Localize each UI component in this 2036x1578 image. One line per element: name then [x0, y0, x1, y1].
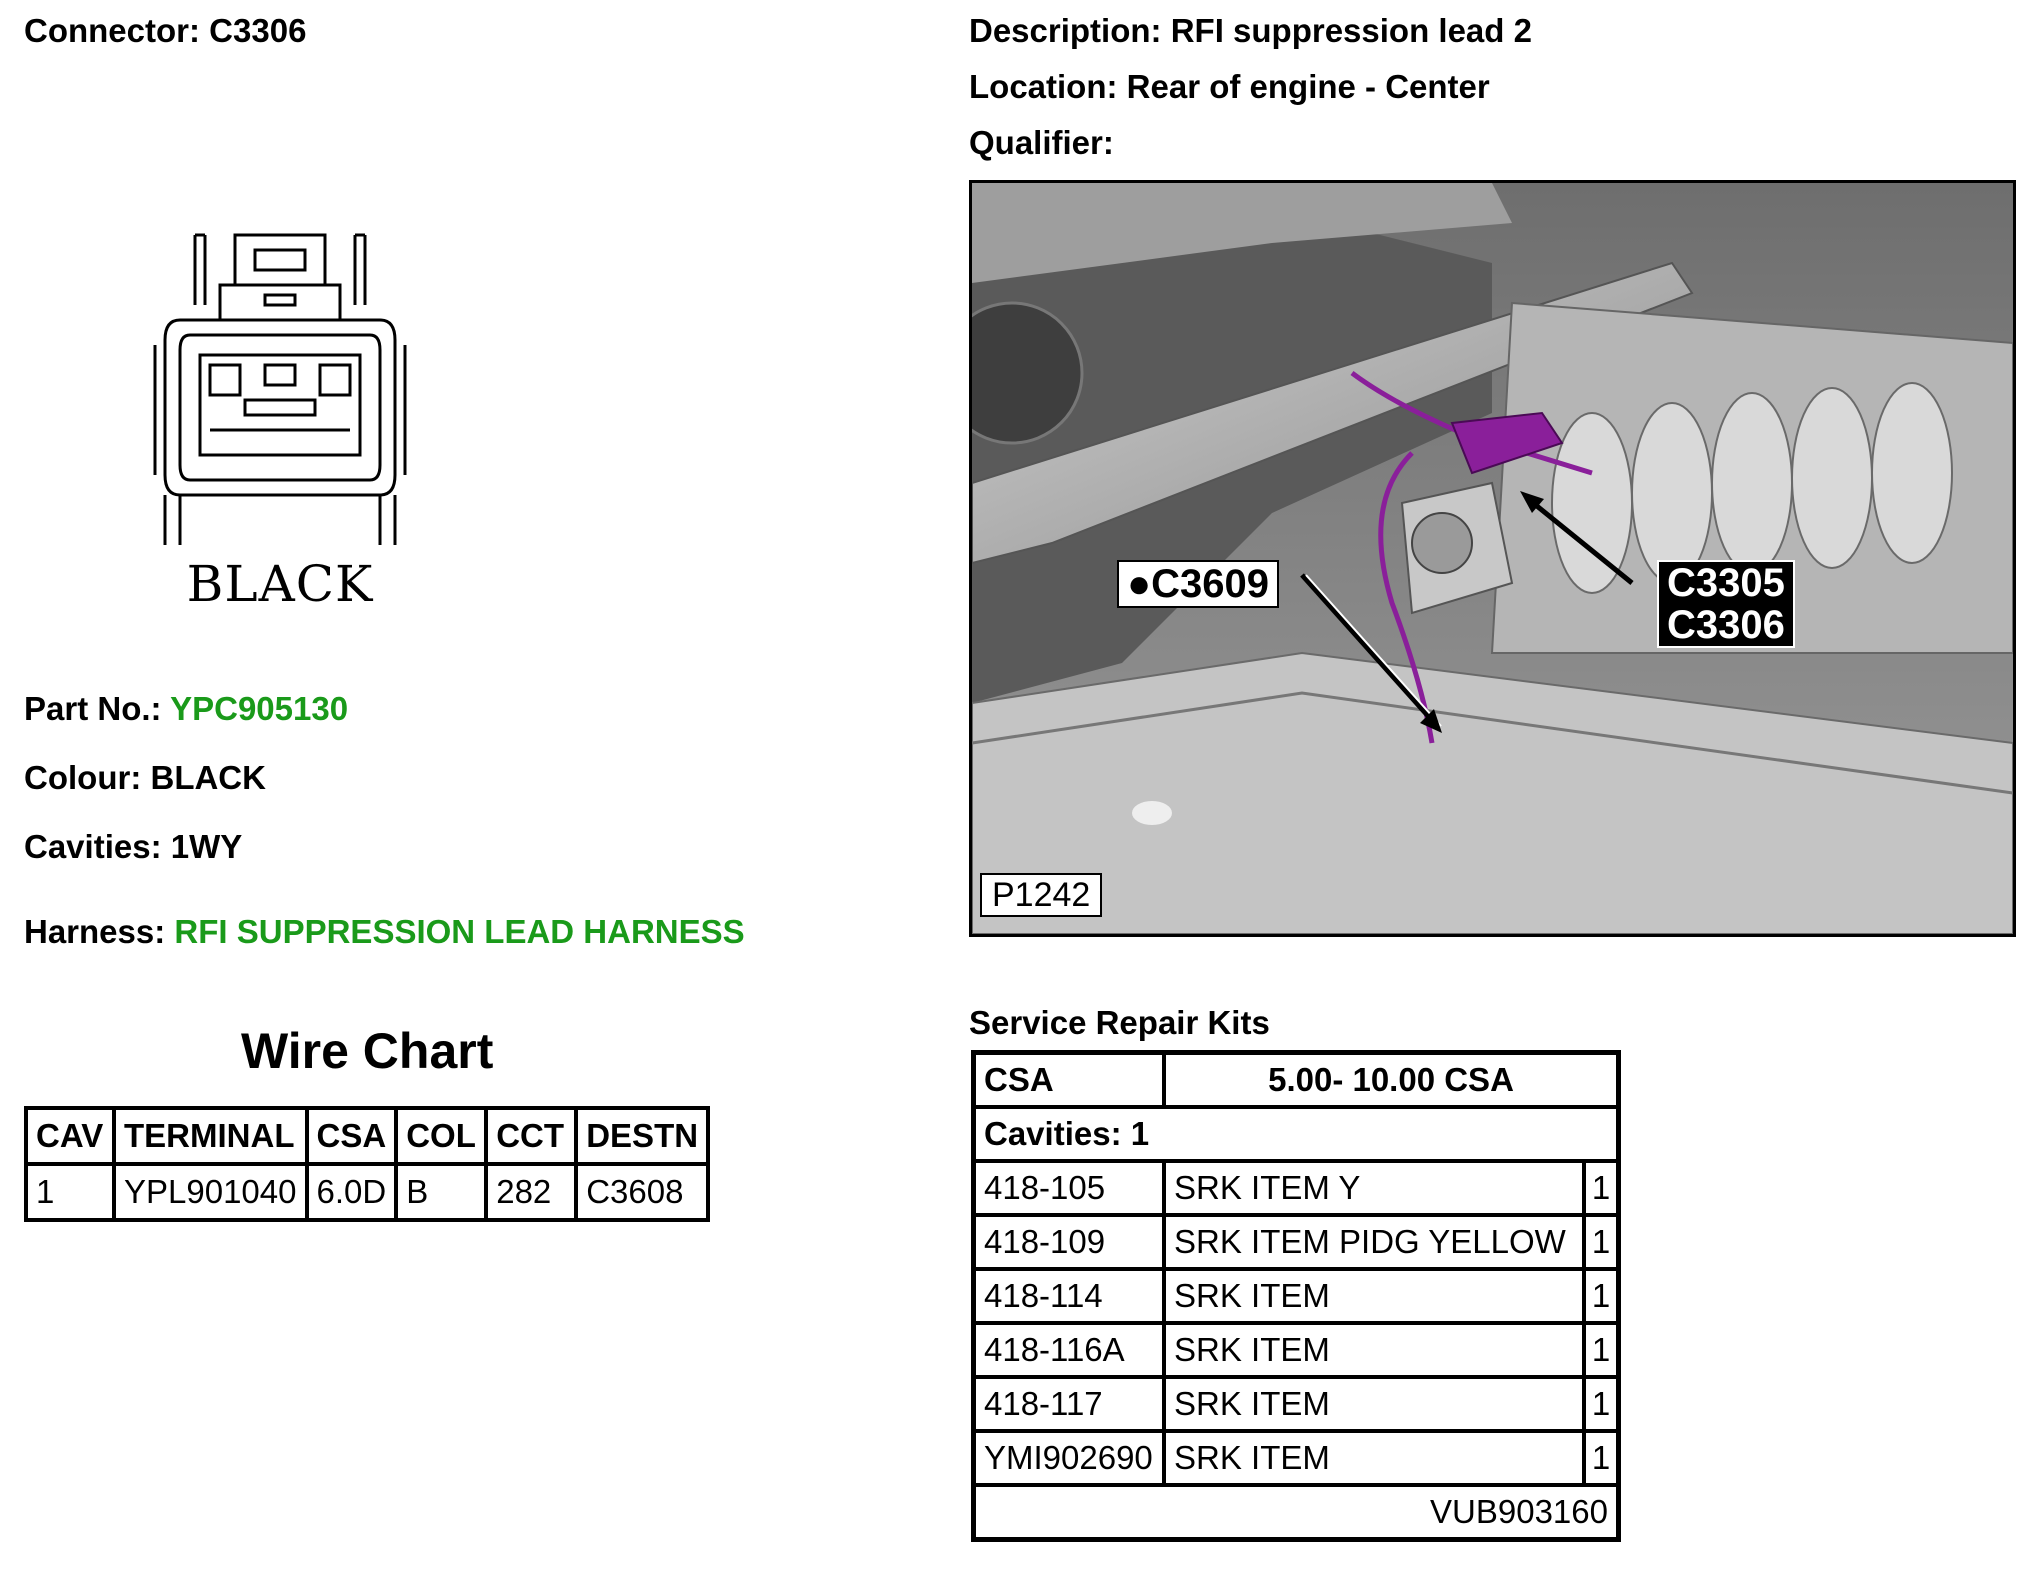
- wire-chart-table: [24, 1106, 710, 1222]
- kits-csa-row: [974, 1053, 1619, 1108]
- kit-description: SRK ITEM: [1164, 1377, 1584, 1431]
- table-row: [974, 1431, 1619, 1485]
- filled-circle-icon: ●: [1127, 562, 1152, 606]
- harness-label: Harness:: [24, 913, 166, 950]
- engine-bay-drawing: [972, 183, 2013, 934]
- table-row: [26, 1164, 708, 1220]
- kit-part-number[interactable]: 418-105: [974, 1161, 1165, 1215]
- col-header-csa: CSA: [307, 1108, 397, 1164]
- kit-description: SRK ITEM: [1164, 1269, 1584, 1323]
- connector-colour-caption: BLACK: [186, 555, 374, 613]
- kit-quantity: 1: [1584, 1215, 1619, 1269]
- callout-c3609-label: C3609: [1151, 562, 1270, 606]
- location-line: [969, 68, 1490, 106]
- part-no-line: [24, 690, 348, 728]
- callout-c3305-c3306: [1657, 560, 1795, 648]
- figure-id-tag: P1242: [980, 873, 1102, 917]
- qualifier-label: Qualifier:: [969, 124, 1114, 161]
- kit-quantity: 1: [1584, 1269, 1619, 1323]
- kit-part-number[interactable]: 418-116A: [974, 1323, 1165, 1377]
- cavities-count: Cavities: 1: [974, 1107, 1619, 1161]
- location-value: Rear of engine - Center: [1126, 68, 1490, 105]
- cell-csa: 6.0D: [307, 1164, 397, 1220]
- harness-line: [24, 913, 745, 951]
- qualifier-line: [969, 124, 1114, 162]
- part-no-value[interactable]: YPC905130: [170, 690, 349, 727]
- description-line: [969, 12, 1532, 50]
- col-header-destn: DESTN: [576, 1108, 708, 1164]
- table-row: [974, 1215, 1619, 1269]
- cavities-value: 1WY: [170, 828, 243, 865]
- cavities-line: [24, 828, 242, 866]
- col-header-cct: CCT: [486, 1108, 576, 1164]
- callout-c3609: [1117, 560, 1279, 608]
- col-header-col: COL: [396, 1108, 486, 1164]
- connector-value: C3306: [209, 12, 307, 49]
- kit-part-number[interactable]: 418-109: [974, 1215, 1165, 1269]
- location-label: Location:: [969, 68, 1118, 105]
- kits-footer-row: [974, 1485, 1619, 1540]
- kit-description: SRK ITEM: [1164, 1431, 1584, 1485]
- kit-description: SRK ITEM: [1164, 1323, 1584, 1377]
- kit-description: SRK ITEM Y: [1164, 1161, 1584, 1215]
- kit-part-number[interactable]: YMI902690: [974, 1431, 1165, 1485]
- location-illustration: [969, 180, 2016, 937]
- connector-label: Connector:: [24, 12, 200, 49]
- kit-quantity: 1: [1584, 1377, 1619, 1431]
- kit-quantity: 1: [1584, 1431, 1619, 1485]
- table-row: [974, 1323, 1619, 1377]
- table-row: [974, 1269, 1619, 1323]
- cell-cav: 1: [26, 1164, 114, 1220]
- part-no-label: Part No.:: [24, 690, 162, 727]
- harness-value[interactable]: RFI SUPPRESSION LEAD HARNESS: [174, 913, 745, 950]
- kit-quantity: 1: [1584, 1323, 1619, 1377]
- kit-description: SRK ITEM PIDG YELLOW: [1164, 1215, 1584, 1269]
- cell-col: B: [396, 1164, 486, 1220]
- wire-chart-title: Wire Chart: [241, 1023, 494, 1079]
- description-label: Description:: [969, 12, 1162, 49]
- wire-chart-header-row: [26, 1108, 708, 1164]
- cavities-label: Cavities:: [24, 828, 162, 865]
- colour-label: Colour:: [24, 759, 142, 796]
- colour-line: [24, 759, 266, 797]
- col-header-terminal: TERMINAL: [114, 1108, 307, 1164]
- cell-cct: 282: [486, 1164, 576, 1220]
- kits-cavities-row: [974, 1107, 1619, 1161]
- colour-value: BLACK: [150, 759, 266, 796]
- cell-terminal: YPL901040: [114, 1164, 307, 1220]
- connector-face-drawing: [140, 225, 420, 555]
- col-header-cav: CAV: [26, 1108, 114, 1164]
- table-row: [974, 1161, 1619, 1215]
- csa-value: 5.00- 10.00 CSA: [1164, 1053, 1619, 1108]
- callout-c3305-label: C3305: [1667, 561, 1785, 605]
- callout-c3306-label: C3306: [1667, 603, 1785, 647]
- kit-part-number[interactable]: 418-114: [974, 1269, 1165, 1323]
- kit-quantity: 1: [1584, 1161, 1619, 1215]
- description-value: RFI suppression lead 2: [1170, 12, 1532, 49]
- kit-part-number[interactable]: 418-117: [974, 1377, 1165, 1431]
- service-repair-kits-title: Service Repair Kits: [969, 1004, 1270, 1041]
- csa-label: CSA: [974, 1053, 1165, 1108]
- connector-line: [24, 12, 306, 50]
- service-repair-kits-table: [971, 1050, 1621, 1542]
- table-row: [974, 1377, 1619, 1431]
- cell-destn: C3608: [576, 1164, 708, 1220]
- kit-footer-part-number[interactable]: VUB903160: [974, 1485, 1619, 1540]
